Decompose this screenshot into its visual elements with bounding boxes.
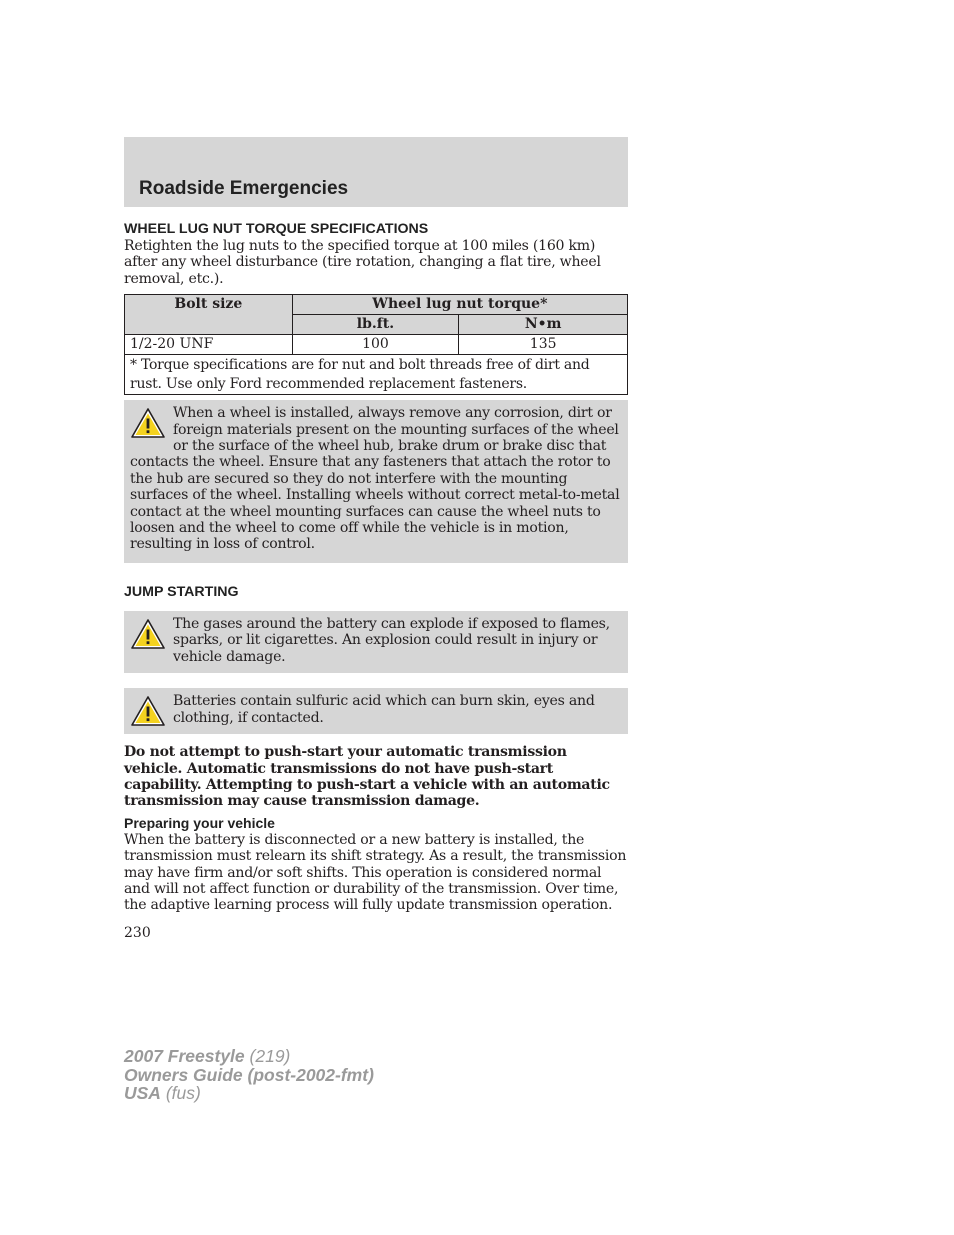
cell-bolt-size: 1/2-20 UNF [125, 335, 293, 355]
warning-text-acid: Batteries contain sulfuric acid which can burn skin, eyes and clothing, if contacted. [173, 693, 595, 726]
table-row [125, 335, 628, 355]
footer-model: 2007 Freestyle [124, 1046, 245, 1066]
lug-nut-intro: Retighten the lug nuts to the specified torque at 100 miles (160 km) after any wheel disturbance (tire rotation, changing a flat tire, wheel removal, etc.). [124, 238, 601, 287]
section-heading-lug-nut: WHEEL LUG NUT TORQUE SPECIFICATIONS [124, 221, 429, 237]
cell-lbft: 100 [292, 335, 459, 355]
push-start-warning: Do not attempt to push-start your automatic transmission vehicle. Automatic transmissions do not have push-start capability. Attempting to push-start a vehicle with an automatic transmission may cause transmission damage. [124, 744, 610, 810]
warning-text-wheel: When a wheel is installed, always remove any corrosion, dirt or foreign materials present on the mounting surfaces of the wheel or the surface of the wheel hub, brake drum or brake disc that contacts the wheel. Ensure that any fasteners that attach the rotor to the hub are secured so they do not interfere with the mounting surfaces of the wheel. Installing wheels without correct metal-to-metal contact at the wheel mounting surfaces can cause the wheel nuts to loosen and the wheel to come off while the vehicle is in motion, resulting in loss of control. [130, 405, 620, 553]
footer-market-code: (fus) [165, 1083, 201, 1103]
page-title: Roadside Emergencies [139, 178, 349, 199]
warning-text-explosion: The gases around the battery can explode if exposed to flames, sparks, or lit cigarettes. An explosion could result in injury or vehicle damage. [173, 615, 610, 665]
warning-box-acid [124, 688, 628, 734]
torque-table [124, 294, 628, 395]
footer-model-code: (219) [249, 1046, 291, 1066]
footer-market: USA [124, 1083, 161, 1103]
cell-nm: 135 [459, 335, 628, 355]
table-footnote: * Torque specifications are for nut and bolt threads free of dirt and rust. Use only Ford recommended replacement fasteners. [125, 355, 628, 395]
warning-box-explosion [124, 611, 628, 673]
footer-guide: Owners Guide (post-2002-fmt) [124, 1064, 374, 1085]
main-content [124, 220, 628, 914]
header-wheel-lug-nut-torque: Wheel lug nut torque* [292, 295, 627, 315]
preparing-body: When the battery is disconnected or a new battery is installed, the transmission must relearn its shift strategy. As a result, the transmission may have firm and/or soft shifts. This operation is considered normal and will not affect function or durability of the transmission. Over time, the adaptive learning process will fully update transmission operation. [124, 831, 627, 914]
warning-triangle-icon [130, 618, 166, 651]
warning-triangle-icon [130, 695, 166, 728]
section-heading-jump-starting: JUMP STARTING [124, 583, 239, 600]
header-unit-lbft: lb.ft. [292, 315, 459, 335]
warning-box-wheel [124, 400, 628, 563]
document-footer [124, 1047, 374, 1103]
header-bolt-size: Bolt size [125, 295, 293, 335]
page-number: 230 [124, 925, 151, 941]
header-unit-nm: N•m [459, 315, 628, 335]
subheading-preparing: Preparing your vehicle [124, 814, 275, 831]
section-header-band [124, 137, 628, 207]
warning-triangle-icon [130, 407, 166, 440]
